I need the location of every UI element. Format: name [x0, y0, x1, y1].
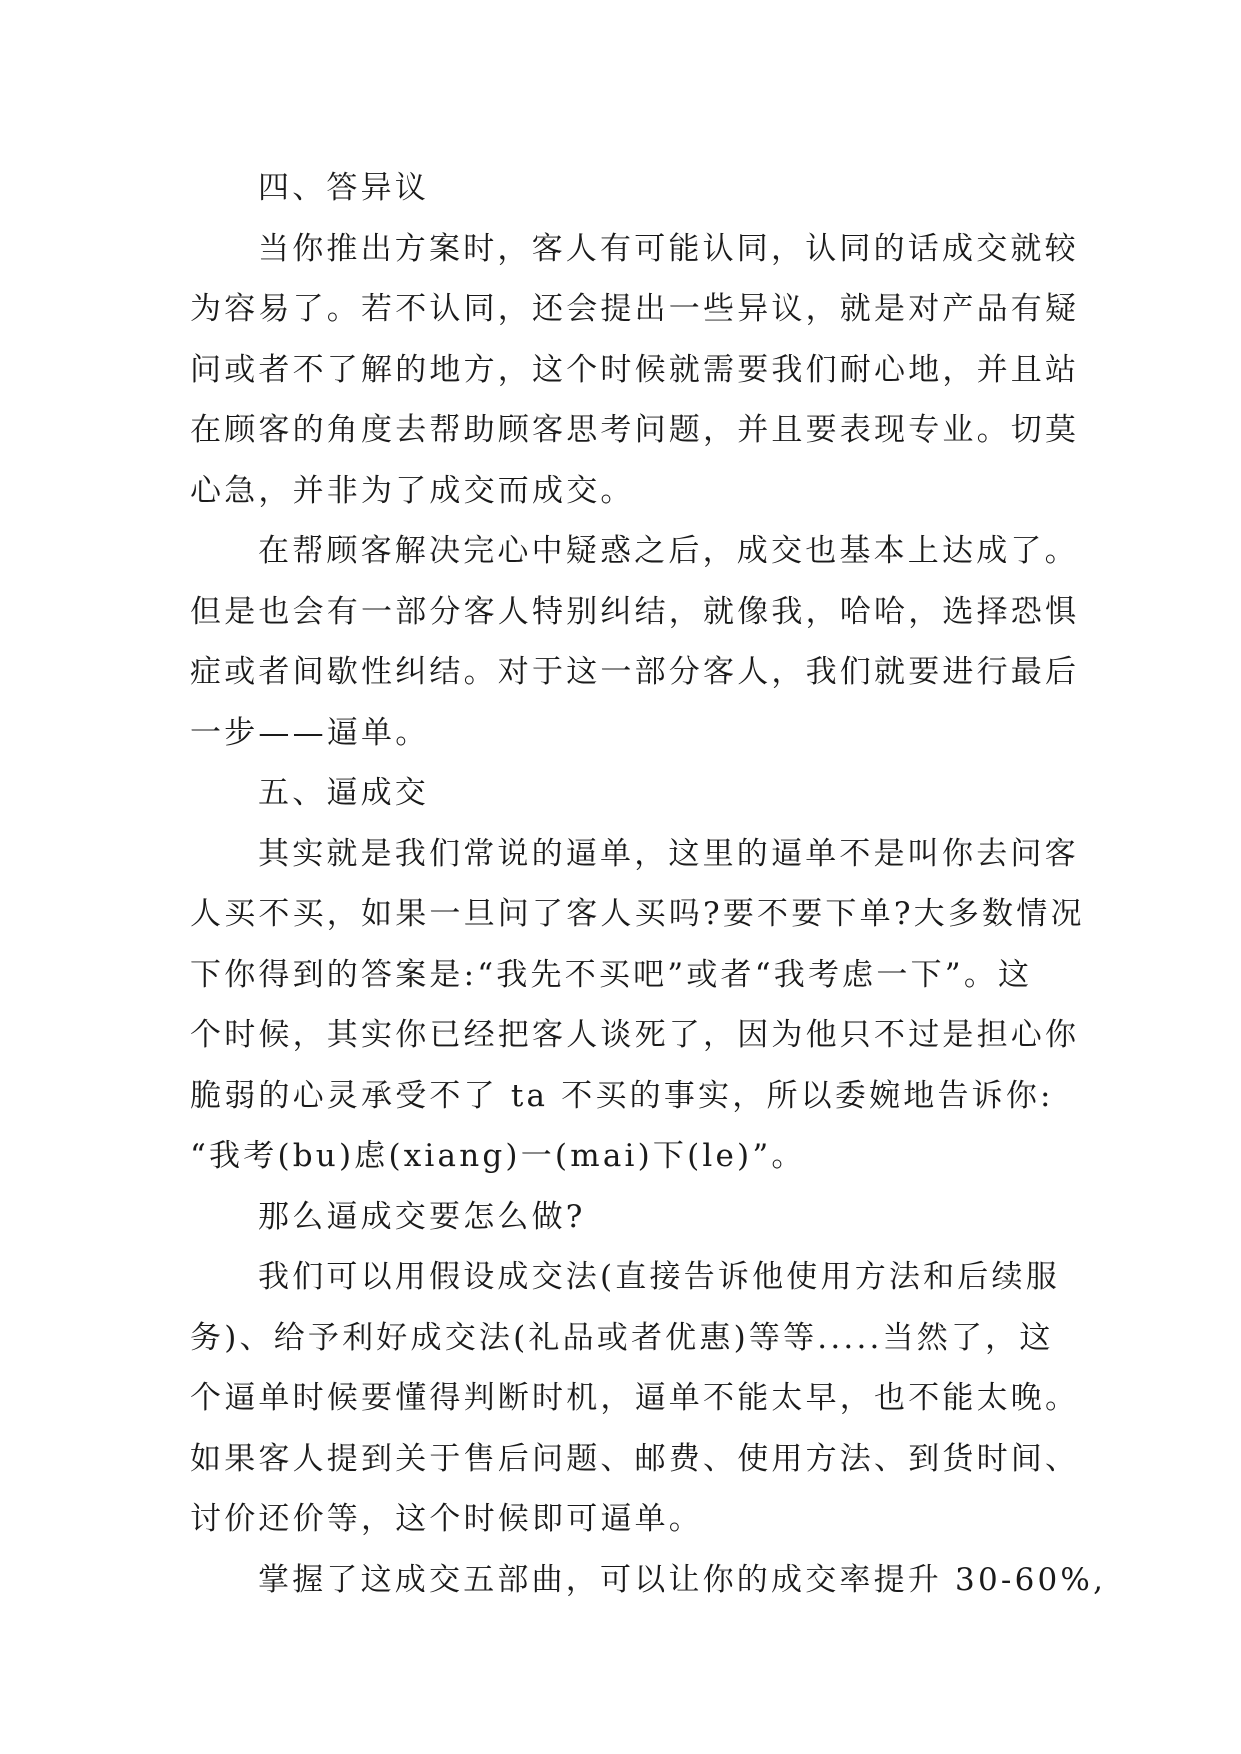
paragraph-line: 掌握了这成交五部曲，可以让你的成交率提升 30-60%,: [258, 1561, 1107, 1598]
paragraph-line: 人买不买，如果一旦问了客人买吗?要不要下单?大多数情况: [190, 896, 1085, 932]
paragraph-line: 个逼单时候要懂得判断时机，逼单不能太早，也不能太晚。: [190, 1380, 1080, 1416]
paragraph-line: 如果客人提到关于售后问题、邮费、使用方法、到货时间、: [190, 1440, 1080, 1477]
paragraph-line: 当你推出方案时，客人有可能认同，认同的话成交就较: [258, 230, 1079, 267]
paragraph-line: “我考(bu)虑(xiang)一(mai)下(le)”。: [190, 1138, 806, 1174]
paragraph-line: 其实就是我们常说的逼单，这里的逼单不是叫你去问客: [258, 835, 1079, 872]
section-heading-four: 四、答异议: [258, 170, 429, 206]
paragraph-line: 那么逼成交要怎么做?: [258, 1198, 586, 1235]
paragraph-line: 在帮顾客解决完心中疑惑之后，成交也基本上达成了。: [258, 533, 1079, 569]
paragraph-line: 在顾客的角度去帮助顾客思考问题，并且要表现专业。切莫: [190, 412, 1080, 448]
paragraph-line: 讨价还价等，这个时候即可逼单。: [190, 1501, 703, 1537]
paragraph-line: 务)、给予利好成交法(礼品或者优惠)等等.....当然了，这: [190, 1319, 1054, 1356]
paragraph-line: 为容易了。若不认同，还会提出一些异议，就是对产品有疑: [190, 291, 1080, 327]
paragraph-line: 我们可以用假设成交法(直接告诉他使用方法和后续服: [258, 1259, 1060, 1295]
paragraph-line: 下你得到的答案是:“我先不买吧”或者“我考虑一下”。这: [190, 956, 1033, 993]
paragraph-line: 个时候，其实你已经把客人谈死了，因为他只不过是担心你: [190, 1017, 1080, 1053]
paragraph-line: 但是也会有一部分客人特别纠结，就像我，哈哈，选择恐惧: [190, 593, 1080, 630]
paragraph-line: 问或者不了解的地方，这个时候就需要我们耐心地，并且站: [190, 351, 1080, 388]
paragraph-line: 脆弱的心灵承受不了 ta 不买的事实，所以委婉地告诉你:: [190, 1077, 1054, 1114]
paragraph-line: 一步——逼单。: [190, 714, 430, 751]
document-body: [190, 158, 1107, 1610]
section-heading-five: 五、逼成交: [258, 775, 429, 811]
paragraph-line: 症或者间歇性纠结。对于这一部分客人，我们就要进行最后: [190, 654, 1080, 690]
paragraph-line: 心急，并非为了成交而成交。: [190, 472, 635, 509]
